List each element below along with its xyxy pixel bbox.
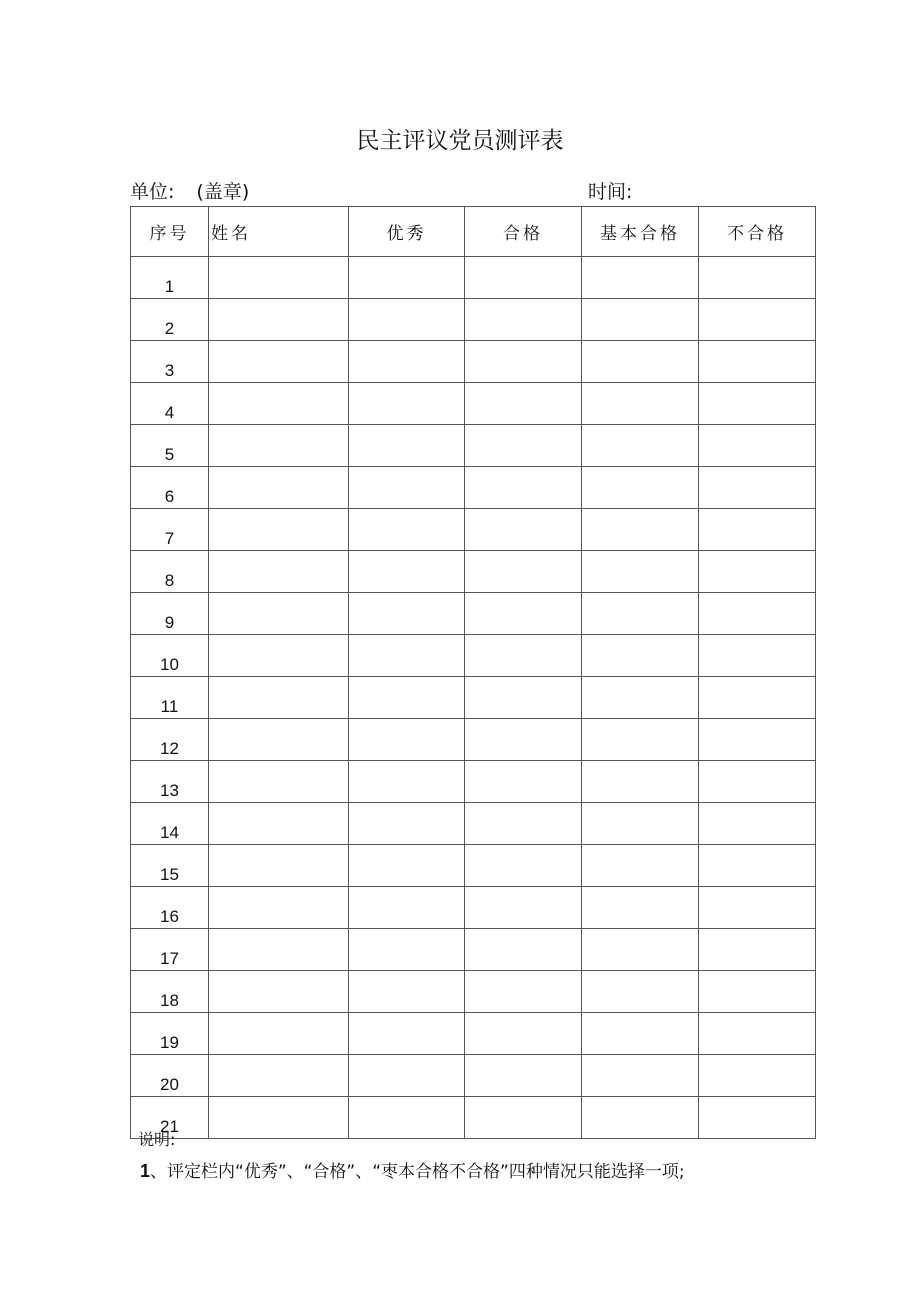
row-seq-number: 21: [131, 1097, 209, 1139]
qualified-cell[interactable]: [465, 257, 582, 299]
unqualified-cell[interactable]: [699, 509, 816, 551]
table-row: [131, 971, 816, 1013]
name-cell[interactable]: [209, 1097, 349, 1139]
qualified-cell[interactable]: [465, 1013, 582, 1055]
basic-qualified-cell[interactable]: [582, 551, 699, 593]
row-seq-number: 7: [131, 509, 209, 551]
unqualified-cell[interactable]: [699, 887, 816, 929]
table-row: [131, 1013, 816, 1055]
row-seq-number: 14: [131, 803, 209, 845]
name-cell[interactable]: [209, 761, 349, 803]
stamp-label: (盖章): [196, 181, 250, 203]
unqualified-cell[interactable]: [699, 929, 816, 971]
qualified-cell[interactable]: [465, 1055, 582, 1097]
note-text: 、评定栏内“优秀”、“合格”、“枣本合格不合格”四种情况只能选择一项;: [150, 1162, 685, 1182]
basic-qualified-cell[interactable]: [582, 467, 699, 509]
name-cell[interactable]: [209, 635, 349, 677]
time-label: 时间:: [588, 181, 633, 203]
excellent-cell[interactable]: [349, 887, 465, 929]
table-row: [131, 551, 816, 593]
unqualified-cell[interactable]: [699, 425, 816, 467]
qualified-cell[interactable]: [465, 593, 582, 635]
row-seq-number: 9: [131, 593, 209, 635]
excellent-cell[interactable]: [349, 551, 465, 593]
basic-qualified-cell[interactable]: [582, 719, 699, 761]
basic-qualified-cell[interactable]: [582, 425, 699, 467]
excellent-cell[interactable]: [349, 971, 465, 1013]
unqualified-cell[interactable]: [699, 1097, 816, 1139]
qualified-cell[interactable]: [465, 719, 582, 761]
unqualified-cell[interactable]: [699, 299, 816, 341]
excellent-cell[interactable]: [349, 677, 465, 719]
name-cell[interactable]: [209, 929, 349, 971]
qualified-cell[interactable]: [465, 551, 582, 593]
header-unqualified: 不合格: [699, 207, 816, 257]
row-seq-number: 8: [131, 551, 209, 593]
name-cell[interactable]: [209, 971, 349, 1013]
qualified-cell[interactable]: [465, 887, 582, 929]
basic-qualified-cell[interactable]: [582, 1055, 699, 1097]
basic-qualified-cell[interactable]: [582, 635, 699, 677]
excellent-cell[interactable]: [349, 341, 465, 383]
row-seq-number: 11: [131, 677, 209, 719]
unqualified-cell[interactable]: [699, 257, 816, 299]
excellent-cell[interactable]: [349, 257, 465, 299]
excellent-cell[interactable]: [349, 719, 465, 761]
evaluation-table: [130, 206, 816, 1139]
basic-qualified-cell[interactable]: [582, 845, 699, 887]
row-seq-number: 2: [131, 299, 209, 341]
name-cell[interactable]: [209, 299, 349, 341]
excellent-cell[interactable]: [349, 1097, 465, 1139]
row-seq-number: 6: [131, 467, 209, 509]
row-seq-number: 15: [131, 845, 209, 887]
excellent-cell[interactable]: [349, 635, 465, 677]
unqualified-cell[interactable]: [699, 1013, 816, 1055]
name-cell[interactable]: [209, 467, 349, 509]
unqualified-cell[interactable]: [699, 719, 816, 761]
row-seq-number: 17: [131, 929, 209, 971]
basic-qualified-cell[interactable]: [582, 887, 699, 929]
table-row: [131, 803, 816, 845]
header-excellent: 优秀: [349, 207, 465, 257]
qualified-cell[interactable]: [465, 929, 582, 971]
row-seq-number: 19: [131, 1013, 209, 1055]
row-seq-number: 12: [131, 719, 209, 761]
unqualified-cell[interactable]: [699, 1055, 816, 1097]
note-item: [140, 1157, 685, 1182]
qualified-cell[interactable]: [465, 635, 582, 677]
excellent-cell[interactable]: [349, 803, 465, 845]
excellent-cell[interactable]: [349, 467, 465, 509]
table-row: [131, 929, 816, 971]
unqualified-cell[interactable]: [699, 761, 816, 803]
unqualified-cell[interactable]: [699, 845, 816, 887]
basic-qualified-cell[interactable]: [582, 761, 699, 803]
header-qualified: 合格: [465, 207, 582, 257]
name-cell[interactable]: [209, 887, 349, 929]
unqualified-cell[interactable]: [699, 467, 816, 509]
table-row: [131, 677, 816, 719]
row-seq-number: 16: [131, 887, 209, 929]
table-row: [131, 425, 816, 467]
name-cell[interactable]: [209, 845, 349, 887]
unqualified-cell[interactable]: [699, 803, 816, 845]
basic-qualified-cell[interactable]: [582, 257, 699, 299]
name-cell[interactable]: [209, 551, 349, 593]
qualified-cell[interactable]: [465, 383, 582, 425]
excellent-cell[interactable]: [349, 383, 465, 425]
basic-qualified-cell[interactable]: [582, 1013, 699, 1055]
row-seq-number: 5: [131, 425, 209, 467]
row-seq-number: 3: [131, 341, 209, 383]
excellent-cell[interactable]: [349, 593, 465, 635]
excellent-cell[interactable]: [349, 761, 465, 803]
name-cell[interactable]: [209, 509, 349, 551]
table-row: [131, 509, 816, 551]
basic-qualified-cell[interactable]: [582, 677, 699, 719]
page-title: 民主评议党员测评表: [356, 128, 564, 154]
qualified-cell[interactable]: [465, 1097, 582, 1139]
qualified-cell[interactable]: [465, 845, 582, 887]
unqualified-cell[interactable]: [699, 551, 816, 593]
table-row: [131, 593, 816, 635]
unqualified-cell[interactable]: [699, 383, 816, 425]
row-seq-number: 10: [131, 635, 209, 677]
table-row: [131, 1097, 816, 1139]
note-number: 1: [140, 1161, 151, 1181]
name-cell[interactable]: [209, 803, 349, 845]
unqualified-cell[interactable]: [699, 635, 816, 677]
qualified-cell[interactable]: [465, 971, 582, 1013]
table-row: [131, 887, 816, 929]
name-cell[interactable]: [209, 425, 349, 467]
basic-qualified-cell[interactable]: [582, 593, 699, 635]
basic-qualified-cell[interactable]: [582, 1097, 699, 1139]
excellent-cell[interactable]: [349, 929, 465, 971]
qualified-cell[interactable]: [465, 467, 582, 509]
table-row: [131, 845, 816, 887]
unqualified-cell[interactable]: [699, 341, 816, 383]
basic-qualified-cell[interactable]: [582, 803, 699, 845]
excellent-cell[interactable]: [349, 425, 465, 467]
table-row: [131, 1055, 816, 1097]
basic-qualified-cell[interactable]: [582, 299, 699, 341]
table-row: [131, 467, 816, 509]
row-seq-number: 18: [131, 971, 209, 1013]
qualified-cell[interactable]: [465, 761, 582, 803]
table-body: [131, 257, 816, 1139]
unqualified-cell[interactable]: [699, 971, 816, 1013]
table-row: [131, 299, 816, 341]
unqualified-cell[interactable]: [699, 593, 816, 635]
row-seq-number: 4: [131, 383, 209, 425]
basic-qualified-cell[interactable]: [582, 341, 699, 383]
name-cell[interactable]: [209, 677, 349, 719]
table-row: [131, 719, 816, 761]
name-cell[interactable]: [209, 383, 349, 425]
basic-qualified-cell[interactable]: [582, 383, 699, 425]
unit-label: 单位:: [130, 181, 175, 203]
header-name: 姓名: [209, 207, 349, 257]
table-header-row: [131, 207, 816, 257]
qualified-cell[interactable]: [465, 509, 582, 551]
excellent-cell[interactable]: [349, 299, 465, 341]
qualified-cell[interactable]: [465, 425, 582, 467]
row-seq-number: 1: [131, 257, 209, 299]
row-seq-number: 13: [131, 761, 209, 803]
unit-field: [130, 177, 249, 204]
basic-qualified-cell[interactable]: [582, 929, 699, 971]
name-cell[interactable]: [209, 257, 349, 299]
name-cell[interactable]: [209, 341, 349, 383]
name-cell[interactable]: [209, 719, 349, 761]
name-cell[interactable]: [209, 1013, 349, 1055]
basic-qualified-cell[interactable]: [582, 509, 699, 551]
header-seq: 序号: [131, 207, 209, 257]
notes-label: 说明:: [138, 1130, 176, 1149]
header-basic-qualified: 基本合格: [582, 207, 699, 257]
name-cell[interactable]: [209, 593, 349, 635]
excellent-cell[interactable]: [349, 1013, 465, 1055]
qualified-cell[interactable]: [465, 677, 582, 719]
qualified-cell[interactable]: [465, 803, 582, 845]
time-field: [588, 177, 632, 204]
name-cell[interactable]: [209, 1055, 349, 1097]
qualified-cell[interactable]: [465, 299, 582, 341]
table-row: [131, 383, 816, 425]
table-row: [131, 341, 816, 383]
row-seq-number: 20: [131, 1055, 209, 1097]
excellent-cell[interactable]: [349, 509, 465, 551]
table-row: [131, 761, 816, 803]
excellent-cell[interactable]: [349, 845, 465, 887]
table-row: [131, 257, 816, 299]
basic-qualified-cell[interactable]: [582, 971, 699, 1013]
unqualified-cell[interactable]: [699, 677, 816, 719]
qualified-cell[interactable]: [465, 341, 582, 383]
excellent-cell[interactable]: [349, 1055, 465, 1097]
table-row: [131, 635, 816, 677]
